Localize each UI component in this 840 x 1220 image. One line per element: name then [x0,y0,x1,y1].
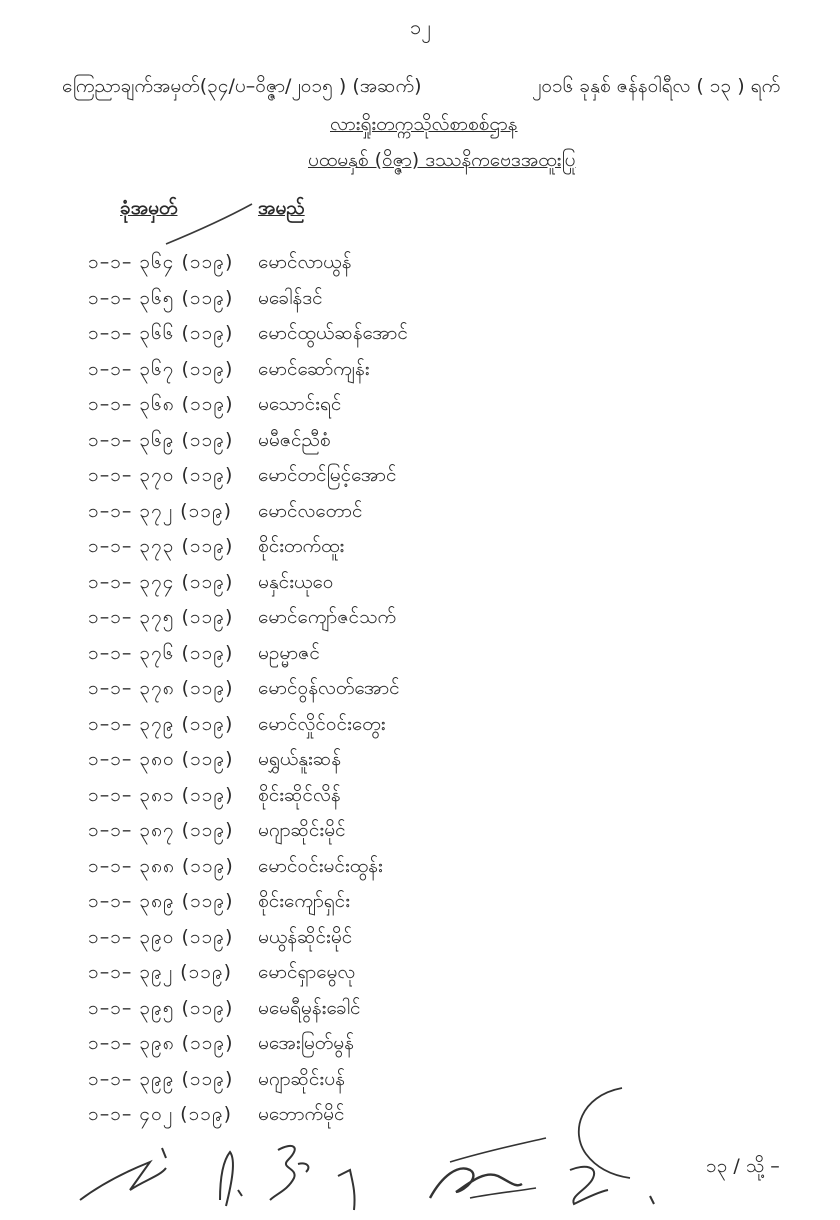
student-name: မောင်ထွယ်ဆန်အောင် [258,322,408,344]
roll-number: ၁–၁– ၃၉၉ (၁၁၉) [88,1067,234,1090]
list-item [0,996,840,1032]
list-item [0,960,840,996]
roll-number: ၁–၁– ၃၇၃ (၁၁၉) [88,535,234,557]
list-item [0,854,840,890]
student-name: မောင်လတောင် [258,499,363,522]
list-item [0,889,840,925]
student-list [0,250,840,1138]
student-name: မောင်ရှာမွေလု [258,961,356,983]
roll-number: ၁–၁– ၃၇၂ (၁၁၉) [88,499,233,522]
roll-number: ၁–၁– ၃၈၀ (၁၁၉) [88,748,234,770]
student-name: မရွှယ်နူးဆန် [258,748,342,770]
pen-slash-mark [160,198,260,248]
student-name: စိုင်းကျော်ရှင်း [258,890,351,912]
roll-number: ၁–၁– ၃၆၈ (၁၁၉) [88,393,234,415]
list-item [0,286,840,322]
student-name: မဘောက်မိုင် [258,1103,345,1125]
student-name: မောင်ဝင်းမင်းထွန်း [258,854,383,877]
student-name: မဥမ္မာဇင် [258,641,320,664]
column-header-name: အမည် [258,197,305,219]
list-item [0,641,840,677]
roll-number: ၁–၁– ၃၈၈ (၁၁၉) [88,854,234,877]
list-item [0,570,840,606]
list-item [0,250,840,286]
student-name: မယွန်ဆိုင်းမိုင် [258,925,353,948]
student-name: မောင်ကျော်ဇင်သက် [258,606,397,628]
list-item [0,392,840,428]
roll-number: ၁–၁– ၃၉၈ (၁၁၉) [88,1032,234,1054]
roll-number: ၁–၁– ၃၆၅ (၁၁၉) [88,286,234,309]
roll-number: ၁–၁– ၃၆၇ (၁၁၉) [88,357,234,380]
roll-number: ၁–၁– ၃၈၁ (၁၁၉) [88,783,234,806]
column-header-roll-number: ခုံအမှတ် [120,197,178,219]
roll-number: ၁–၁– ၃၇၅ (၁၁၉) [88,606,234,628]
roll-number: ၁–၁– ၃၇၈ (၁၁၉) [88,677,234,699]
roll-number: ၁–၁– ၃၈၉ (၁၁၉) [88,890,234,912]
list-item [0,428,840,464]
roll-number: ၁–၁– ၃၆၉ (၁၁၉) [88,428,234,451]
student-name: မောင်ဆော်ကျန်း [258,357,370,380]
student-name: မမီဇင်ညီစံ [258,428,331,451]
announcement-date: ၂၀၁၆ ခုနှစ် ဇန်နဝါရီလ ( ၁၃ ) ရက် [532,75,781,97]
roll-number: ၁–၁– ၃၉၀ (၁၁၉) [88,925,234,948]
roll-number: ၁–၁– ၃၉၅ (၁၁၉) [88,996,234,1019]
student-name: မောင်လာယွန် [258,251,352,273]
list-item [0,463,840,499]
list-item [0,357,840,393]
list-item [0,676,840,712]
student-name: မမေရီမွန်းခေါင် [258,996,361,1019]
student-name: မောင်တင်မြင့်အောင် [258,464,397,486]
roll-number: ၁–၁– ၃၆၄ (၁၁၉) [88,251,234,273]
department-title: လားရှိုးတက္ကသိုလ်စာစစ်ဌာန [330,113,518,135]
student-name: မခေါန်ဒင် [258,286,323,309]
roll-number: ၁–၁– ၃၇၆ (၁၁၉) [88,641,234,664]
student-name: မောင်လှိုင်ဝင်းတွေး [258,712,386,735]
list-item [0,605,840,641]
list-item [0,747,840,783]
roll-number: ၁–၁– ၃၈၇ (၁၁၉) [88,819,234,841]
roll-number: ၁–၁– ၃၇၉ (၁၁၉) [88,712,234,735]
course-title: ပထမနှစ် (ဝိဇ္ဇာ) ဒဿနိကဗေဒအထူးပြု [308,149,576,171]
list-item [0,321,840,357]
roll-number: ၁–၁– ၃၆၆ (၁၁၉) [88,322,234,344]
student-name: စိုင်းဆိုင်လိန် [258,783,341,806]
list-item [0,1031,840,1067]
roll-number: ၁–၁– ၃၇၄ (၁၁၉) [88,570,234,593]
roll-number: ၁–၁– ၃၉၂ (၁၁၉) [88,961,233,983]
list-item [0,818,840,854]
student-name: မသောင်းရင် [258,393,342,415]
list-item [0,925,840,961]
roll-number: ၁–၁– ၃၇၀ (၁၁၉) [88,464,234,486]
announcement-reference: ကြေညာချက်အမှတ်(၃၄/ပ–ဝိဇ္ဇာ/၂၀၁၅ ) (အဆက်) [62,75,422,97]
list-item [0,534,840,570]
continuation-reference: ၁၃ / သို့ – [706,1155,780,1177]
student-name: မဂျာဆိုင်းမိုင် [258,819,346,841]
list-item [0,783,840,819]
list-item [0,499,840,535]
student-name: မဂျာဆိုင်းပန် [258,1067,345,1090]
student-name: စိုင်းတက်ထူး [258,535,345,557]
roll-number: ၁–၁– ၄၀၂ (၁၁၉) [88,1103,233,1125]
student-name: မောင်ဝွန်လတ်အောင် [258,677,400,699]
student-name: မနှင်းယုဝေ [258,570,334,593]
list-item [0,712,840,748]
student-name: မအေးမြတ်မွန် [258,1032,354,1054]
signatures [70,1080,770,1220]
page-number: ၁၂ [410,15,432,39]
